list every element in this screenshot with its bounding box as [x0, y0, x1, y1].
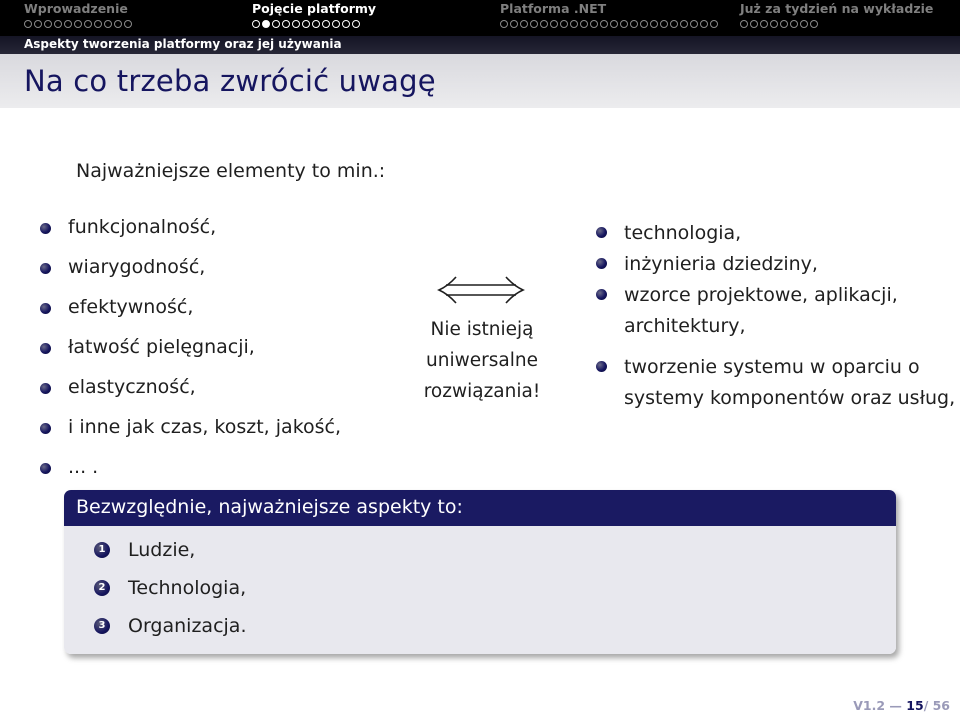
nav-frame-dot-icon[interactable]	[74, 20, 82, 28]
nav-section-dots	[24, 18, 132, 30]
nav-frame-dot-icon[interactable]	[650, 20, 658, 28]
aspects-list	[596, 218, 956, 414]
version-label: V1.2	[853, 698, 886, 713]
nav-frame-dot-icon[interactable]	[610, 20, 618, 28]
number-badge-icon: 2	[94, 580, 110, 596]
frame-title-bar	[0, 54, 960, 108]
nav-section-title: Wprowadzenie	[24, 1, 128, 16]
nav-frame-dot-icon[interactable]	[750, 20, 758, 28]
nav-frame-dot-icon[interactable]	[24, 20, 32, 28]
nav-frame-dot-icon[interactable]	[640, 20, 648, 28]
nav-frame-dot-icon[interactable]	[312, 20, 320, 28]
nav-frame-dot-icon[interactable]	[510, 20, 518, 28]
number-badge-icon: 3	[94, 618, 110, 634]
nav-frame-dot-icon[interactable]	[124, 20, 132, 28]
nav-frame-dot-icon[interactable]	[580, 20, 588, 28]
nav-section-dots	[252, 18, 376, 30]
key-aspects-list	[94, 538, 246, 652]
nav-frame-dot-icon[interactable]	[64, 20, 72, 28]
list-item: funkcjonalność,	[40, 214, 420, 254]
list-item: łatwość pielęgnacji,	[40, 334, 420, 374]
nav-section-title: Pojęcie platformy	[252, 1, 377, 16]
list-item: wiarygodność,	[40, 254, 420, 294]
nav-frame-dot-icon[interactable]	[34, 20, 42, 28]
nav-frame-dot-icon[interactable]	[282, 20, 290, 28]
numbered-item-text: Organizacja.	[128, 615, 247, 637]
numbered-item	[94, 614, 246, 652]
nav-frame-dot-icon[interactable]	[780, 20, 788, 28]
nav-frame-dot-icon[interactable]	[810, 20, 818, 28]
nav-frame-dot-icon[interactable]	[262, 20, 270, 28]
nav-section-wprowadzenie[interactable]	[24, 0, 132, 30]
nav-frame-dot-icon[interactable]	[700, 20, 708, 28]
double-arrow-icon	[436, 276, 526, 304]
list-item: wzorce projektowe, aplikacji, architektury,	[596, 280, 956, 342]
nav-frame-dot-icon[interactable]	[740, 20, 748, 28]
nav-frame-dot-icon[interactable]	[790, 20, 798, 28]
nav-frame-dot-icon[interactable]	[44, 20, 52, 28]
list-item: i inne jak czas, koszt, jakość,	[40, 414, 420, 454]
key-aspects-block	[64, 490, 896, 654]
section-navigation-bar	[0, 0, 960, 36]
footer-separator: —	[889, 698, 902, 713]
nav-frame-dot-icon[interactable]	[272, 20, 280, 28]
list-item: tworzenie systemu w oparciu o systemy komponentów oraz usług,	[596, 352, 956, 414]
nav-section-dots	[500, 18, 718, 30]
slide-footer	[853, 698, 950, 713]
nav-frame-dot-icon[interactable]	[54, 20, 62, 28]
nav-frame-dot-icon[interactable]	[292, 20, 300, 28]
list-item: elastyczność,	[40, 374, 420, 414]
block-header	[64, 490, 896, 526]
number-badge-icon: 1	[94, 542, 110, 558]
nav-frame-dot-icon[interactable]	[570, 20, 578, 28]
nav-frame-dot-icon[interactable]	[84, 20, 92, 28]
nav-frame-dot-icon[interactable]	[690, 20, 698, 28]
nav-frame-dot-icon[interactable]	[500, 20, 508, 28]
nav-frame-dot-icon[interactable]	[114, 20, 122, 28]
nav-frame-dot-icon[interactable]	[94, 20, 102, 28]
page-number: 15	[906, 698, 924, 713]
nav-section-title: Już za tydzień na wykładzie	[740, 1, 934, 16]
nav-frame-dot-icon[interactable]	[600, 20, 608, 28]
intro-text: Najważniejsze elementy to min.:	[76, 160, 386, 182]
nav-frame-dot-icon[interactable]	[332, 20, 340, 28]
nav-frame-dot-icon[interactable]	[342, 20, 350, 28]
list-item: efektywność,	[40, 294, 420, 334]
nav-frame-dot-icon[interactable]	[760, 20, 768, 28]
list-item: technologia,	[596, 218, 956, 249]
list-item: inżynieria dziedziny,	[596, 249, 956, 280]
numbered-item	[94, 538, 246, 576]
nav-section-title: Platforma .NET	[500, 1, 607, 16]
nav-frame-dot-icon[interactable]	[520, 20, 528, 28]
numbered-item	[94, 576, 246, 614]
nav-frame-dot-icon[interactable]	[680, 20, 688, 28]
nav-section-juz-za-tydzien[interactable]	[740, 0, 933, 30]
center-note: Nie istnieją uniwersalne rozwiązania!	[423, 319, 541, 402]
nav-section-dots	[740, 18, 933, 30]
nav-frame-dot-icon[interactable]	[530, 20, 538, 28]
numbered-item-text: Ludzie,	[128, 539, 196, 561]
nav-frame-dot-icon[interactable]	[630, 20, 638, 28]
nav-frame-dot-icon[interactable]	[252, 20, 260, 28]
subsection-bar	[0, 36, 960, 54]
page-total: / 56	[923, 698, 950, 713]
quality-attributes-list	[40, 214, 420, 494]
nav-frame-dot-icon[interactable]	[770, 20, 778, 28]
nav-frame-dot-icon[interactable]	[800, 20, 808, 28]
nav-frame-dot-icon[interactable]	[660, 20, 668, 28]
nav-frame-dot-icon[interactable]	[352, 20, 360, 28]
nav-frame-dot-icon[interactable]	[104, 20, 112, 28]
nav-frame-dot-icon[interactable]	[322, 20, 330, 28]
block-title: Bezwzględnie, najważniejsze aspekty to:	[76, 496, 463, 518]
nav-frame-dot-icon[interactable]	[560, 20, 568, 28]
frame-title: Na co trzeba zwrócić uwagę	[24, 64, 436, 98]
list-item: ... .	[40, 454, 420, 494]
nav-frame-dot-icon[interactable]	[302, 20, 310, 28]
nav-frame-dot-icon[interactable]	[590, 20, 598, 28]
nav-frame-dot-icon[interactable]	[710, 20, 718, 28]
nav-section-pojecie-platformy[interactable]	[252, 0, 376, 30]
numbered-item-text: Technologia,	[128, 577, 247, 599]
nav-frame-dot-icon[interactable]	[540, 20, 548, 28]
subsection-title[interactable]: Aspekty tworzenia platformy oraz jej używania	[24, 37, 342, 51]
nav-frame-dot-icon[interactable]	[620, 20, 628, 28]
nav-frame-dot-icon[interactable]	[670, 20, 678, 28]
nav-section-platforma-net[interactable]	[500, 0, 718, 30]
nav-frame-dot-icon[interactable]	[550, 20, 558, 28]
